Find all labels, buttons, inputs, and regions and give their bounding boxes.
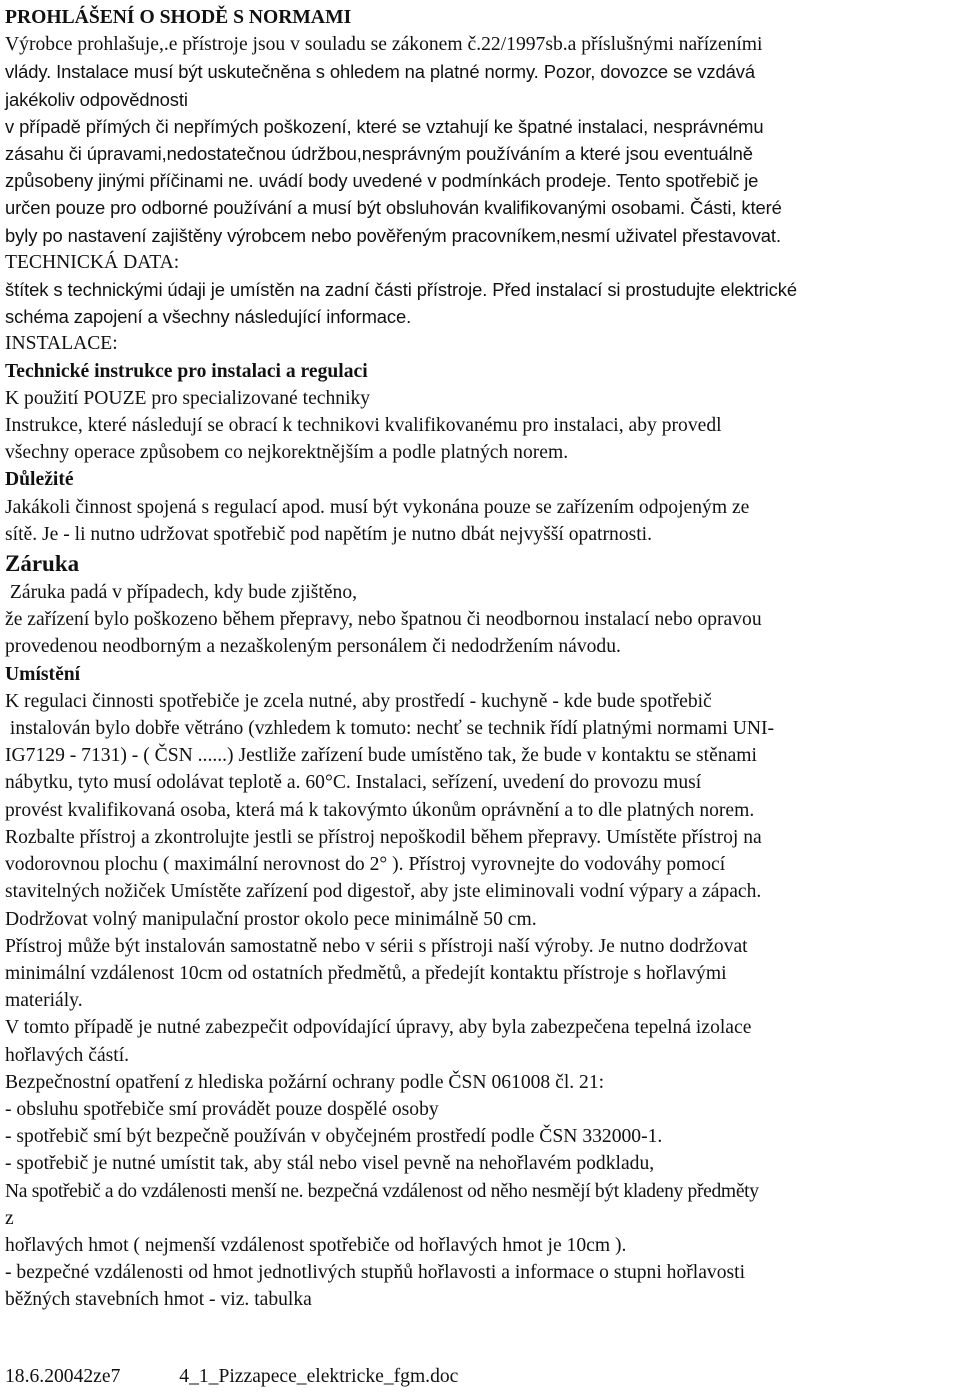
text-line: - spotřebič je nutné umístit tak, aby stál nebo visel pevně na nehořlavém podkladu, bbox=[5, 1153, 655, 1175]
text-line: materiály. bbox=[5, 990, 83, 1012]
text-line: Na spotřebič a do vzdálenosti menší ne. bezpečná vzdálenost od něho nesmějí být kladeny předměty bbox=[5, 1180, 759, 1202]
text-line: v případě přímých či nepřímých poškození, které se vztahují ke špatné instalaci, nesprávnému bbox=[5, 115, 764, 137]
text-line: K regulaci činnosti spotřebiče je zcela nutné, aby prostředí - kuchyně - kde bude spotřebič bbox=[5, 690, 712, 712]
page-footer bbox=[5, 1366, 458, 1388]
text-line: minimální vzdálenost 10cm od ostatních předmětů, a předejít kontaktu přístroje s hořlavými bbox=[5, 962, 727, 984]
warranty-heading: Záruka bbox=[5, 551, 80, 577]
text-line: schéma zapojení a všechny následující informace. bbox=[5, 306, 412, 328]
text-line: jakékoliv odpovědnosti bbox=[5, 88, 188, 110]
text-line: z bbox=[5, 1207, 14, 1229]
text-line: zásahu či úpravami,nedostatečnou údržbou,nesprávným používáním a které jsou eventuálně bbox=[5, 143, 753, 165]
placement-paragraph bbox=[5, 688, 957, 1314]
text-line: vlády. Instalace musí být uskutečněna s ohledem na platné normy. Pozor, dovozce se vzdává bbox=[5, 61, 755, 83]
text-line: byly po nastavení zajištěny výrobcem nebo pověřeným pracovníkem,nesmí uživatel přestavovat. bbox=[5, 224, 781, 246]
text-line: provést kvalifikovaná osoba, která má k takovýmto úkonům oprávnění a to dle platných norem. bbox=[5, 799, 755, 821]
placement-heading: Umístění bbox=[5, 663, 81, 685]
important-paragraph bbox=[5, 494, 957, 548]
text-line: K použití POUZE pro specializované techniky bbox=[5, 387, 371, 409]
text-line: Přístroj může být instalován samostatně nebo v sérii s přístroji naší výroby. Je nutno dodržovat bbox=[5, 935, 748, 957]
text-line: Rozbalte přístroj a zkontrolujte jestli se přístroj nepoškodil během přepravy. Umístěte přístroj na bbox=[5, 826, 762, 848]
text-line: sítě. Je - li nutno udržovat spotřebič pod napětím je nutno dbát nejvyšší opatrnosti. bbox=[5, 523, 653, 545]
text-line: provedenou neodborným a nezaškoleným personálem či nedodržením návodu. bbox=[5, 636, 621, 658]
text-line: Bezpečnostní opatření z hlediska požární ochrany podle ČSN 061008 čl. 21: bbox=[5, 1071, 605, 1093]
footer-filename: 4_1_Pizzapece_elektricke_fgm.doc bbox=[179, 1366, 459, 1387]
important-heading: Důležité bbox=[5, 469, 74, 491]
declaration-heading: PROHLÁŠENÍ O SHODĚ S NORMAMI bbox=[5, 7, 352, 28]
declaration-paragraph bbox=[5, 31, 957, 249]
text-line: - bezpečné vzdálenosti od hmot jednotlivých stupňů hořlavosti a informace o stupni hořlavosti bbox=[5, 1262, 746, 1284]
footer-code: 18.6.20042ze7 bbox=[5, 1366, 121, 1387]
text-line: instalován bylo dobře větráno (vzhledem k tomuto: nechť se technik řídí platnými normami UNI- bbox=[5, 718, 775, 740]
text-line: - obsluhu spotřebiče smí provádět pouze dospělé osoby bbox=[5, 1098, 439, 1120]
text-line: - spotřebič smí být bezpečně používán v obyčejném prostředí podle ČSN 332000-1. bbox=[5, 1126, 663, 1148]
installation-paragraph bbox=[5, 385, 957, 467]
text-line: způsobeny jinými příčinami ne. uvádí body uvedené v podmínkách prodeje. Tento spotřebič je bbox=[5, 170, 759, 192]
text-line: všechny operace způsobem co nejkorektnějším a podle platných norem. bbox=[5, 442, 569, 464]
text-line: nábytku, tyto musí odolávat teplotě a. 60°C. Instalaci, seřízení, uvedení do provozu musí bbox=[5, 772, 702, 794]
text-line: Dodržovat volný manipulační prostor okolo pece minimálně 50 cm. bbox=[5, 908, 537, 930]
text-line: Jakákoli činnost spojená s regulací apod. musí být vykonána pouze se zařízením odpojeným ze bbox=[5, 496, 750, 518]
text-line: stavitelných nožiček Umístěte zařízení pod digestoř, aby jste eliminovali vodní výpary a zápach. bbox=[5, 881, 762, 903]
text-line: Záruka padá v případech, kdy bude zjištěno, bbox=[5, 582, 358, 604]
text-line: že zařízení bylo poškozeno během přepravy, nebo špatnou či neodbornou instalací nebo opravou bbox=[5, 609, 762, 631]
installation-heading: INSTALACE: bbox=[5, 333, 118, 355]
text-line: určen pouze pro odborné používání a musí být obsluhován kvalifikovanými osobami. Části, které bbox=[5, 197, 782, 219]
tech-data-paragraph bbox=[5, 276, 957, 330]
text-line: IG7129 - 7131) - ( ČSN ......) Jestliže zařízení bude umístěno tak, že bude v kontaktu se stěnami bbox=[5, 745, 757, 767]
text-line: běžných stavebních hmot - viz. tabulka bbox=[5, 1289, 312, 1311]
installation-subheading: Technické instrukce pro instalaci a regulaci bbox=[5, 360, 368, 382]
text-line: vodorovnou plochu ( maximální nerovnost do 2° ). Přístroj vyrovnejte do vodováhy pomocí bbox=[5, 854, 726, 876]
text-line: V tomto případě je nutné zabezpečit odpovídající úpravy, aby byla zabezpečena tepelná izolace bbox=[5, 1017, 752, 1039]
document-page bbox=[5, 4, 957, 1314]
text-line: Instrukce, které následují se obrací k technikovi kvalifikovanému pro instalaci, aby provedl bbox=[5, 415, 722, 437]
text-line: štítek s technickými údaji je umístěn na zadní části přístroje. Před instalací si prostudujte elektrické bbox=[5, 279, 797, 301]
tech-data-heading: TECHNICKÁ DATA: bbox=[5, 251, 180, 273]
warranty-paragraph bbox=[5, 579, 957, 661]
text-line: hořlavých částí. bbox=[5, 1044, 130, 1066]
text-line: Výrobce prohlašuje,.e přístroje jsou v souladu se zákonem č.22/1997sb.a příslušnými nařízeními bbox=[5, 34, 763, 56]
text-line: hořlavých hmot ( nejmenší vzdálenost spotřebiče od hořlavých hmot je 10cm ). bbox=[5, 1234, 627, 1256]
